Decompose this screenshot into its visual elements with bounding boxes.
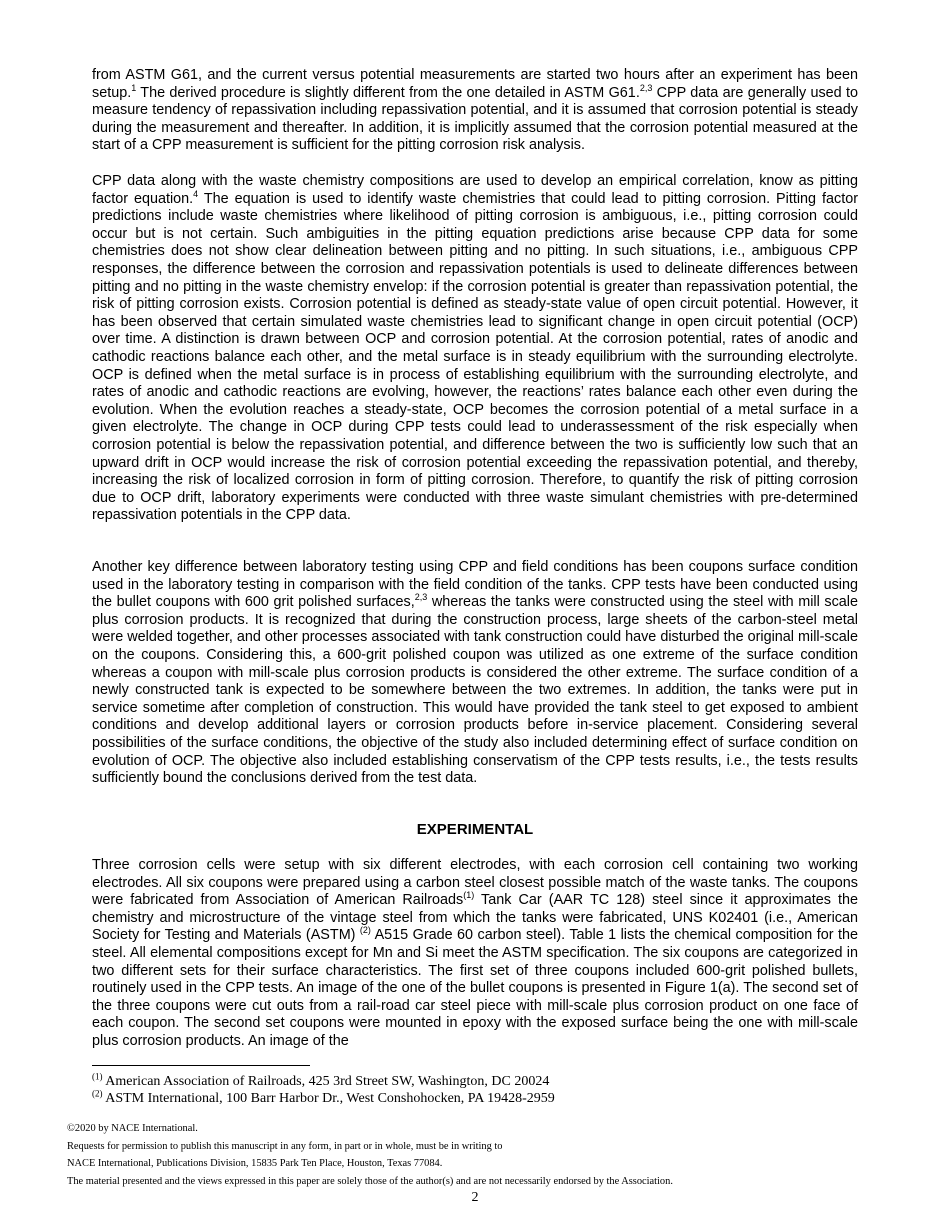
citation-superscript: 1 — [131, 82, 137, 93]
page-number: 2 — [471, 1190, 479, 1205]
body-paragraph-1-text: The derived procedure is slightly different from the one detailed in ASTM G61. — [136, 84, 640, 101]
body-paragraph-2-text: The equation is used to identify waste chemistries that could lead to pitting corrosion. Pitting factor predictions include waste chemistries where likelihood of pitting corrosion is ambiguous, i.e., pitting corrosion could occur but is not certain. Such ambiguities in the pitting equation predictions arise because CPP data for some chemistries does not show clear delineation between pitting and no pitting. In such situations, i.e., ambiguous CPP responses, the difference between the corrosion and repassivation potentials is used to delineate differences between pitting and no pitting in the waste chemistry envelop: if the corrosion potential is greater than repassivation potential, the risk of pitting corrosion exists. Corrosion potential is defined as steady-state value of open circuit potential. However, it has been observed that certain simulated waste chemistries lead to significant change in open circuit potential (OCP) over time. A distinction is drawn between OCP and corrosion potential. At the corrosion potential, rates of anodic and cathodic reactions balance each other, and the metal surface is in steady equilibrium with the surrounding electrolyte. OCP is defined when the metal surface is in process of establishing equilibrium with the surrounding electrolyte, and rates of anodic and cathodic reactions are evolving, however, the reactions’ rates balance each other even during the evolution. When the evolution reaches a steady-state, OCP becomes the corrosion potential of a metal surface in a given electrolyte. The change in OCP during CPP tests could lead to underassessment of the risk especially when corrosion potential is below the repassivation potential, and difference between the two is sufficiently low such that an upward drift in OCP would increase the risk of corrosion potential exceeding the repassivation potential, and thereby, increasing the risk of localized corrosion in form of pitting corrosion. Therefore, to quantify the risk of pitting corrosion due to OCP drift, laboratory experiments were conducted with three waste simulant chemistries with pre-determined repassivation potentials in the CPP data. — [92, 190, 859, 524]
section-heading-experimental: EXPERIMENTAL — [416, 821, 534, 838]
footnote-2 — [92, 1090, 858, 1107]
disclaimer-line: The material presented and the views expressed in this paper are solely those of the author(s) and are not necessarily endorsed by the Association. — [67, 1175, 673, 1187]
citation-superscript: 2,3 — [639, 82, 653, 93]
footnotes — [92, 1073, 858, 1107]
footnote-1-mark: (1) — [92, 1071, 103, 1082]
body-paragraph-4 — [92, 857, 858, 1051]
body-paragraph-2 — [92, 173, 858, 525]
body-paragraph-4-text: Three corrosion cells were setup with six different electrodes, with each corrosion cell containing two working electrodes. All six coupons were prepared using a carbon steel closest possible match of the waste tanks. The coupons were fabricated from Association of American Railroads — [92, 857, 858, 909]
body-paragraph-3-text: Another key difference between laboratory testing using CPP and field conditions has been coupons surface condition used in the laboratory testing in comparison with the field condition of the tanks. CPP tests have been conducted using the bullet coupons with 600 grit polished surfaces, — [92, 559, 858, 611]
body-paragraph-4-text: Tank Car (AAR TC 128) steel since it approximates the chemistry and microstructure of the vintage steel from which the tanks were fabricated, UNS K02401 (i.e., American Society for Testing and Materials (ASTM) — [92, 892, 859, 944]
citation-superscript: (2) — [359, 925, 371, 936]
citation-superscript: (1) — [463, 890, 475, 901]
footnote-2-mark: (2) — [92, 1088, 103, 1099]
citation-superscript: 2,3 — [414, 592, 428, 603]
body-paragraph-3 — [92, 559, 858, 788]
body-paragraph-3-text: whereas the tanks were constructed using the steel with mill scale plus corrosion products. It is recognized that during the construction process, large sheets of the carbon-steel metal were welded together, and other processes associated with tank construction could have disturbed the original mill-scale on the coupons. Considering this, a 600-grit polished coupon was utilized as one extreme of the surface condition whereas a coupon with mill-scale plus corrosion products is considered the other extreme. The surface condition of a newly constructed tank is expected to be somewhere between the two extremes. In addition, the tanks were put in service sometime after completion of construction. This would have provided the tank steel to get exposed to ambient conditions and develop additional layers or corrosion products before in-service placement. Considering several possibilities of the surface conditions, the objective of the study also included determining effect of surface condition on evolution of OCP. The objective also included establishing conservatism of the CPP tests results, i.e., the tests results sufficiently bound the conclusions derived from the test data. — [92, 594, 858, 787]
publisher-address-line: NACE International, Publications Division, 15835 Park Ten Place, Houston, Texas 77084. — [67, 1158, 443, 1169]
permission-line: Requests for permission to publish this manuscript in any form, in part or in whole, must be in writing to — [67, 1140, 503, 1152]
footnote-1-text: American Association of Railroads, 425 3rd Street SW, Washington, DC 20024 — [102, 1074, 550, 1089]
footnote-1 — [92, 1073, 858, 1090]
body-paragraph-4-text: A515 Grade 60 carbon steel). Table 1 lists the chemical composition for the steel. All elemental compositions except for Mn and Si meet the ASTM specification. The six coupons are categorized in two different sets for their surface characteristics. The first set of three coupons included 600-grit polished bullets, routinely used in the CPP tests. An image of the one of the bullet coupons is presented in Figure 1(a). The second set of the three coupons were cut outs from a rail-road car steel piece with mill-scale plus corrosion product on one face of each coupon. The second set coupons were mounted in epoxy with the exposed surface being the one with mill-scale plus corrosion products. An image of the — [92, 927, 858, 1049]
footnote-divider — [92, 1065, 310, 1066]
body-paragraph-1-text: CPP data are generally used to measure tendency of repassivation including repassivation potential, and it is assumed that corrosion potential is steady during the measurement and thereafter. In addition, it is implicitly assumed that the corrosion potential measured at the start of a CPP measurement is sufficient for the pitting corrosion risk analysis. — [92, 84, 858, 154]
body-paragraph-1 — [92, 67, 858, 155]
copyright-notice — [67, 1120, 907, 1190]
citation-superscript: 4 — [193, 188, 199, 199]
copyright-line: ©2020 by NACE International. — [67, 1123, 198, 1134]
body-paragraph-2-text: CPP data along with the waste chemistry compositions are used to develop an empirical correlation, know as pitting factor equation. — [92, 173, 858, 207]
footnote-2-text: ASTM International, 100 Barr Harbor Dr., West Conshohocken, PA 19428-2959 — [102, 1091, 555, 1106]
body-paragraph-1-text: from ASTM G61, and the current versus potential measurements are started two hours after an experiment has been setup. — [92, 67, 858, 101]
